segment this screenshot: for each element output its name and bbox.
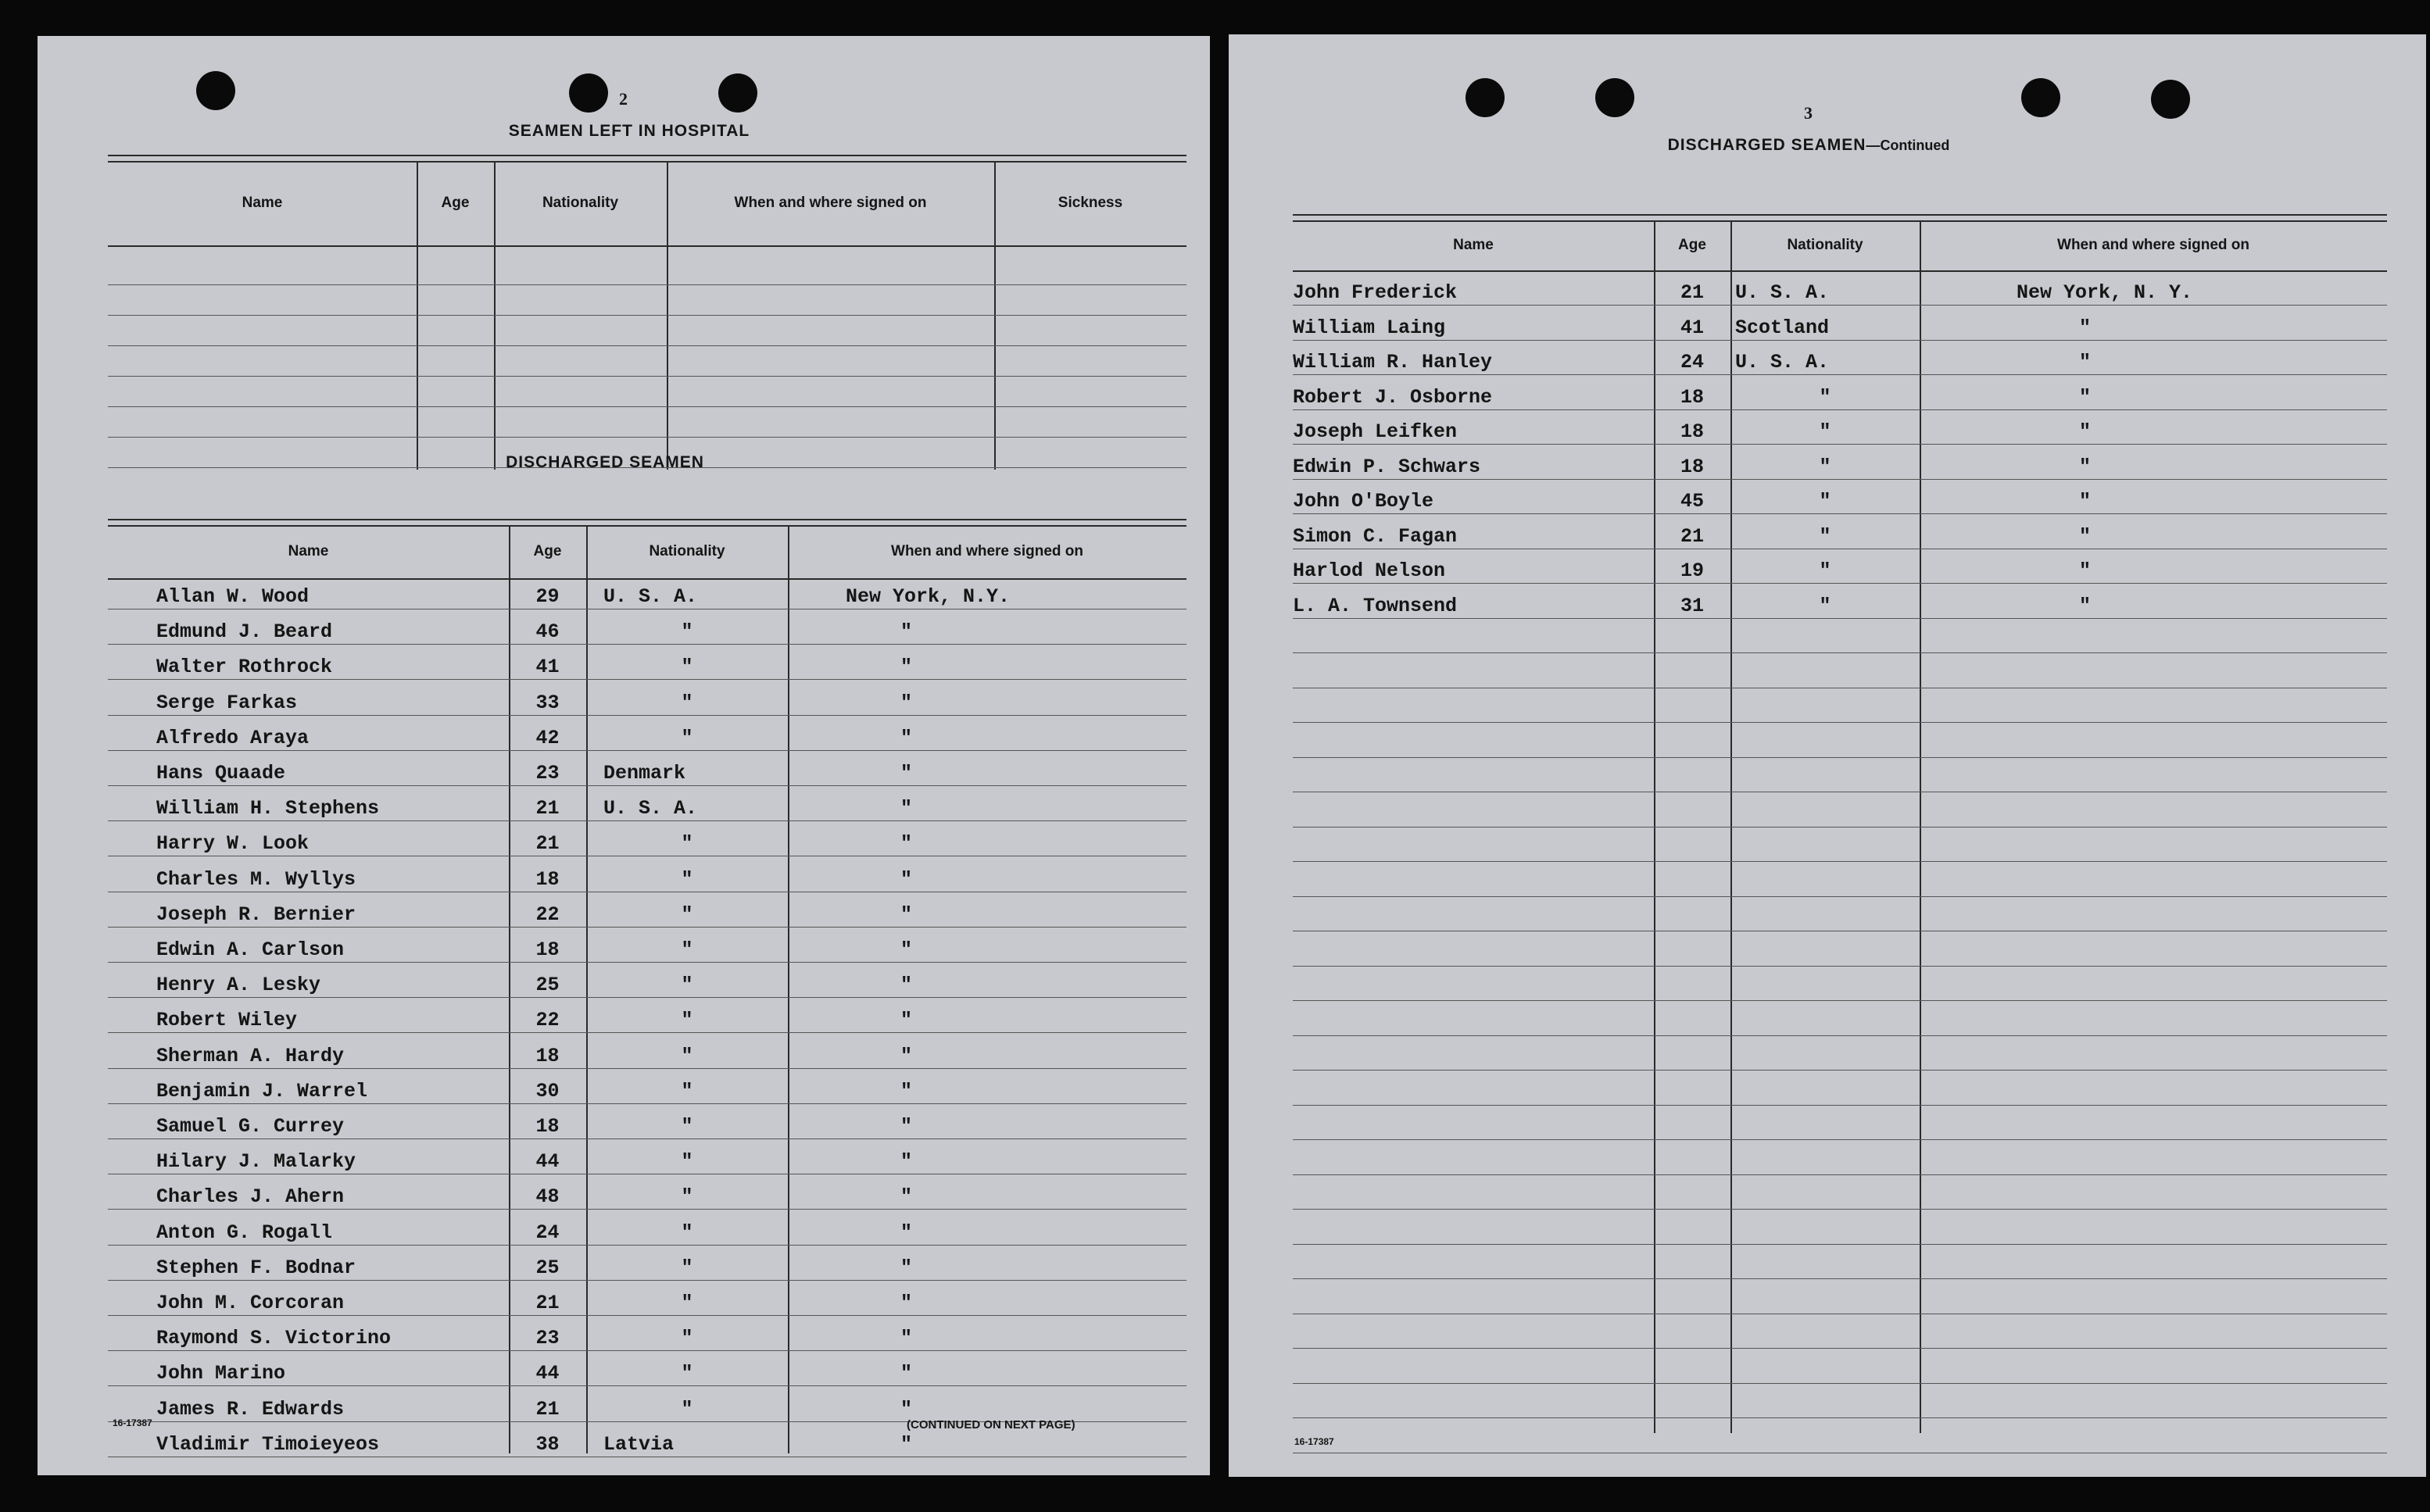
entry-name: Simon C. Fagan <box>1293 524 1458 548</box>
row-line <box>1293 1139 2387 1140</box>
entry-nationality: U. S. A. <box>603 585 698 608</box>
entry-signed-on: " <box>900 1432 913 1456</box>
entry-nationality: " <box>681 1079 693 1103</box>
right-page <box>1229 34 2426 1477</box>
entry-nationality: " <box>681 1221 693 1244</box>
entry-nationality: " <box>1819 420 1831 443</box>
entry-nationality: " <box>681 1397 693 1421</box>
entry-name: Edmund J. Beard <box>156 620 333 644</box>
entry-age: 24 <box>535 1221 560 1244</box>
entry-nationality: " <box>1819 524 1831 548</box>
row-line <box>108 715 1186 716</box>
entry-signed-on: " <box>900 620 913 644</box>
entry-nationality: " <box>681 1009 693 1032</box>
discharged-continued-title <box>1668 136 1950 155</box>
entry-name: Vladimir Timoieyeos <box>156 1432 380 1456</box>
entry-signed-on: " <box>900 797 913 820</box>
entry-name: William R. Hanley <box>1293 351 1493 374</box>
entry-nationality: " <box>681 1044 693 1067</box>
title-continued: —Continued <box>1866 138 1950 153</box>
entry-nationality: " <box>681 1115 693 1138</box>
form-number: 16-17387 <box>113 1417 152 1428</box>
entry-nationality: " <box>681 1327 693 1350</box>
entry-name: William Laing <box>1293 316 1446 339</box>
row-line <box>108 345 1186 346</box>
row-line <box>108 1138 1186 1139</box>
row-line <box>108 1385 1186 1386</box>
entry-age: 21 <box>535 797 560 820</box>
entry-age: 18 <box>535 938 560 961</box>
entry-age: 33 <box>535 691 560 714</box>
entry-signed-on: New York, N.Y. <box>846 585 1011 608</box>
row-line <box>1293 1383 2387 1384</box>
row-line <box>108 1280 1186 1281</box>
header-rule <box>108 245 1186 247</box>
column-divider <box>509 525 510 1453</box>
entry-nationality: " <box>681 867 693 891</box>
entry-nationality: U. S. A. <box>1735 281 1830 304</box>
row-line <box>108 406 1186 407</box>
entry-name: Samuel G. Currey <box>156 1115 345 1138</box>
entry-signed-on: " <box>2079 316 2092 339</box>
column-header: When and where signed on <box>734 195 927 211</box>
column-divider <box>788 525 789 1453</box>
entry-nationality: " <box>681 832 693 856</box>
entry-nationality: " <box>1819 490 1831 513</box>
punch-hole <box>1595 78 1634 117</box>
entry-name: Joseph R. Bernier <box>156 903 356 926</box>
entry-signed-on: " <box>900 903 913 926</box>
entry-signed-on: " <box>900 832 913 856</box>
entry-signed-on: " <box>900 726 913 749</box>
entry-age: 44 <box>535 1150 560 1174</box>
entry-signed-on: " <box>2079 385 2092 409</box>
entry-signed-on: " <box>900 938 913 961</box>
entry-age: 25 <box>535 1256 560 1279</box>
entry-nationality: " <box>681 691 693 714</box>
entry-signed-on: " <box>2079 559 2092 582</box>
entry-signed-on: " <box>900 656 913 679</box>
row-line <box>1293 757 2387 758</box>
column-header: When and where signed on <box>891 543 1083 559</box>
entry-name: Harlod Nelson <box>1293 559 1446 582</box>
row-line <box>108 644 1186 645</box>
table-top-rule <box>108 519 1186 520</box>
entry-signed-on: " <box>900 1044 913 1067</box>
left-page <box>38 36 1210 1475</box>
entry-age: 42 <box>535 726 560 749</box>
entry-signed-on: " <box>900 1009 913 1032</box>
entry-age: 21 <box>1680 524 1705 548</box>
punch-hole <box>718 73 757 113</box>
entry-signed-on: " <box>900 1115 913 1138</box>
row-line <box>1293 409 2387 410</box>
entry-nationality: " <box>681 1292 693 1314</box>
discharged-section-title: DISCHARGED SEAMEN <box>506 453 704 471</box>
entry-name: Serge Farkas <box>156 691 298 714</box>
entry-age: 22 <box>535 903 560 926</box>
entry-nationality: " <box>681 1150 693 1174</box>
row-line <box>108 962 1186 963</box>
entry-signed-on: " <box>900 867 913 891</box>
column-header: Name <box>242 195 283 211</box>
entry-signed-on: " <box>900 1397 913 1421</box>
entry-signed-on: " <box>900 1185 913 1209</box>
entry-nationality: " <box>1819 559 1831 582</box>
row-line <box>108 679 1186 680</box>
entry-name: Raymond S. Victorino <box>156 1327 392 1350</box>
table-top-rule <box>108 155 1186 156</box>
row-line <box>1293 1417 2387 1418</box>
entry-name: Hans Quaade <box>156 762 286 785</box>
entry-name: John Frederick <box>1293 281 1458 304</box>
entry-signed-on: " <box>900 1079 913 1103</box>
entry-age: 18 <box>535 1044 560 1067</box>
entry-name: Henry A. Lesky <box>156 974 321 997</box>
row-line <box>108 1245 1186 1246</box>
entry-age: 21 <box>535 1292 560 1314</box>
row-line <box>1293 652 2387 653</box>
entry-nationality: " <box>681 938 693 961</box>
entry-name: Edwin A. Carlson <box>156 938 345 961</box>
entry-signed-on: " <box>900 1292 913 1314</box>
row-line <box>1293 1105 2387 1106</box>
row-line <box>108 376 1186 377</box>
title-main: DISCHARGED SEAMEN <box>1667 136 1866 154</box>
punch-hole <box>2151 80 2190 119</box>
column-divider <box>586 525 588 1453</box>
entry-name: Robert Wiley <box>156 1009 298 1032</box>
hospital-section-title: SEAMEN LEFT IN HOSPITAL <box>508 122 750 140</box>
entry-age: 25 <box>535 974 560 997</box>
row-line <box>1293 1244 2387 1245</box>
entry-signed-on: " <box>2079 351 2092 374</box>
entry-signed-on: " <box>900 1221 913 1244</box>
entry-age: 23 <box>535 1327 560 1350</box>
entry-nationality: " <box>681 1185 693 1209</box>
entry-signed-on: " <box>900 762 913 785</box>
entry-nationality: U. S. A. <box>1735 351 1830 374</box>
entry-nationality: " <box>1819 385 1831 409</box>
punch-hole <box>2021 78 2060 117</box>
table-top-rule <box>1293 214 2387 216</box>
entry-name: John O'Boyle <box>1293 490 1434 513</box>
entry-age: 30 <box>535 1079 560 1103</box>
entry-nationality: " <box>681 726 693 749</box>
entry-signed-on: " <box>900 1362 913 1385</box>
entry-name: Charles J. Ahern <box>156 1185 345 1209</box>
entry-signed-on: " <box>900 1327 913 1350</box>
column-header: Nationality <box>1787 237 1863 253</box>
entry-nationality: " <box>1819 455 1831 478</box>
entry-name: William H. Stephens <box>156 797 380 820</box>
entry-signed-on: " <box>2079 524 2092 548</box>
entry-name: Robert J. Osborne <box>1293 385 1493 409</box>
form-number: 16-17387 <box>1294 1436 1334 1447</box>
row-line <box>108 1315 1186 1316</box>
row-line <box>1293 340 2387 341</box>
entry-age: 48 <box>535 1185 560 1209</box>
column-header: Age <box>533 543 562 559</box>
punch-hole <box>1466 78 1505 117</box>
entry-nationality: " <box>681 1362 693 1385</box>
entry-age: 46 <box>535 620 560 644</box>
row-line <box>1293 374 2387 375</box>
entry-nationality: " <box>1819 594 1831 617</box>
row-line <box>1293 444 2387 445</box>
row-line <box>1293 966 2387 967</box>
row-line <box>108 437 1186 438</box>
entry-age: 18 <box>535 867 560 891</box>
row-line <box>108 785 1186 786</box>
entry-name: Alfredo Araya <box>156 726 310 749</box>
column-header: Age <box>441 195 470 211</box>
row-line <box>1293 305 2387 306</box>
entry-nationality: " <box>681 1256 693 1279</box>
entry-age: 19 <box>1680 559 1705 582</box>
entry-signed-on: " <box>2079 455 2092 478</box>
entry-age: 21 <box>535 1397 560 1421</box>
entry-name: Edwin P. Schwars <box>1293 455 1481 478</box>
entry-nationality: " <box>681 620 693 644</box>
entry-nationality: " <box>681 974 693 997</box>
row-line <box>1293 1209 2387 1210</box>
page-number: 3 <box>1804 103 1813 123</box>
discharged-continued-table <box>1293 183 2387 1433</box>
row-line <box>1293 1348 2387 1349</box>
entry-name: Anton G. Rogall <box>156 1221 333 1244</box>
entry-name: Benjamin J. Warrel <box>156 1079 368 1103</box>
entry-name: Hilary J. Malarky <box>156 1150 356 1174</box>
row-line <box>108 315 1186 316</box>
entry-nationality: " <box>681 656 693 679</box>
row-line <box>1293 722 2387 723</box>
entry-age: 23 <box>535 762 560 785</box>
entry-age: 18 <box>1680 420 1705 443</box>
column-header: When and where signed on <box>2057 237 2249 253</box>
row-line <box>1293 513 2387 514</box>
entry-name: Joseph Leifken <box>1293 420 1458 443</box>
entry-name: L. A. Townsend <box>1293 594 1458 617</box>
row-line <box>1293 1070 2387 1071</box>
entry-age: 45 <box>1680 490 1705 513</box>
entry-signed-on: " <box>900 1256 913 1279</box>
entry-nationality: Denmark <box>603 762 686 785</box>
entry-name: Sherman A. Hardy <box>156 1044 345 1067</box>
entry-age: 21 <box>1680 281 1705 304</box>
entry-signed-on: " <box>900 691 913 714</box>
entry-age: 21 <box>535 832 560 856</box>
entry-name: Walter Rothrock <box>156 656 333 679</box>
row-line <box>108 1103 1186 1104</box>
row-line <box>108 997 1186 998</box>
entry-name: Harry W. Look <box>156 832 310 856</box>
column-header: Sickness <box>1058 195 1123 211</box>
row-line <box>1293 896 2387 897</box>
entry-signed-on: " <box>2079 594 2092 617</box>
entry-age: 18 <box>1680 385 1705 409</box>
entry-age: 18 <box>535 1115 560 1138</box>
entry-signed-on: " <box>900 1150 913 1174</box>
hospital-table <box>108 153 1186 470</box>
entry-signed-on: New York, N. Y. <box>2017 281 2193 304</box>
entry-name: James R. Edwards <box>156 1397 345 1421</box>
row-line <box>108 1209 1186 1210</box>
entry-age: 41 <box>1680 316 1705 339</box>
entry-signed-on: " <box>2079 490 2092 513</box>
entry-age: 24 <box>1680 351 1705 374</box>
entry-age: 18 <box>1680 455 1705 478</box>
continued-note: (CONTINUED ON NEXT PAGE) <box>907 1418 1075 1432</box>
header-rule <box>1293 270 2387 272</box>
column-header: Name <box>1453 237 1494 253</box>
row-line <box>1293 618 2387 619</box>
row-line <box>108 820 1186 821</box>
header-rule <box>108 578 1186 580</box>
entry-nationality: U. S. A. <box>603 797 698 820</box>
entry-signed-on: " <box>2079 420 2092 443</box>
row-line <box>1293 1174 2387 1175</box>
entry-age: 29 <box>535 585 560 608</box>
row-line <box>108 284 1186 285</box>
row-line <box>108 1032 1186 1033</box>
column-header: Name <box>288 543 329 559</box>
entry-age: 22 <box>535 1009 560 1032</box>
discharged-seamen-table <box>108 484 1186 1456</box>
punch-hole <box>196 71 235 110</box>
entry-age: 44 <box>535 1362 560 1385</box>
punch-hole <box>569 73 608 113</box>
entry-nationality: Scotland <box>1735 316 1830 339</box>
entry-name: John Marino <box>156 1362 286 1385</box>
column-header: Nationality <box>542 195 619 211</box>
entry-age: 31 <box>1680 594 1705 617</box>
row-line <box>1293 479 2387 480</box>
entry-age: 41 <box>535 656 560 679</box>
column-header: Nationality <box>649 543 725 559</box>
entry-name: Stephen F. Bodnar <box>156 1256 356 1279</box>
entry-age: 38 <box>535 1432 560 1456</box>
entry-signed-on: " <box>900 974 913 997</box>
entry-nationality: Latvia <box>603 1432 675 1456</box>
row-line <box>1293 583 2387 584</box>
row-line <box>108 1350 1186 1351</box>
row-line <box>1293 1278 2387 1279</box>
entry-name: John M. Corcoran <box>156 1292 345 1314</box>
column-header: Age <box>1678 237 1706 253</box>
row-line <box>1293 1035 2387 1036</box>
row-line <box>108 750 1186 751</box>
entry-nationality: " <box>681 903 693 926</box>
row-line <box>108 1068 1186 1069</box>
entry-name: Charles M. Wyllys <box>156 867 356 891</box>
row-line <box>108 927 1186 928</box>
row-line <box>1293 861 2387 862</box>
entry-name: Allan W. Wood <box>156 585 310 608</box>
page-number: 2 <box>619 89 628 109</box>
row-line <box>1293 1000 2387 1001</box>
